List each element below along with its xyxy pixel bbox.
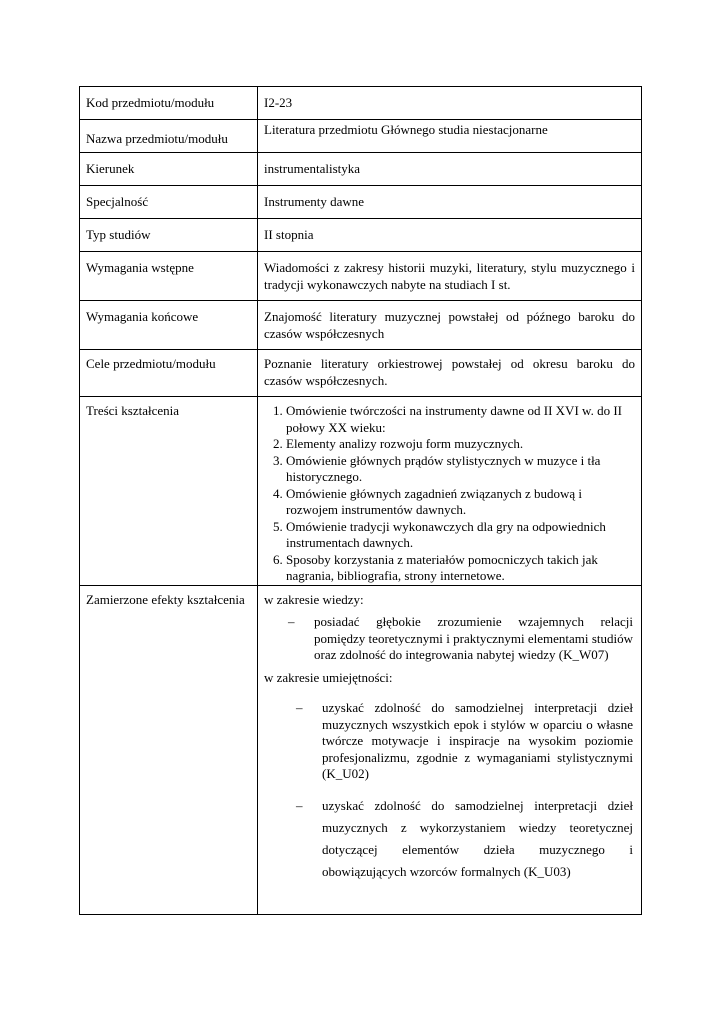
content-item: 1. Omówienie twórczości na instrumenty dawne od II XVI w. do II połowy XX wieku: — [286, 403, 635, 436]
final-requirements-value: Znajomość literatury muzycznej powstałej od późnego baroku do czasów współczesnych — [258, 301, 642, 350]
row-name — [80, 120, 642, 153]
row-outcomes — [80, 585, 642, 914]
goals-value: Poznanie literatury orkiestrowej powstałej od okresu baroku do czasów współczesnych. — [258, 350, 642, 397]
outcomes-value — [258, 585, 642, 914]
prerequisites-value: Wiadomości z zakresy historii muzyki, literatury, stylu muzycznego i tradycji wykonawczych nabyte na studiach I st. — [258, 252, 642, 301]
skills-item-text: uzyskać zdolność do samodzielnej interpretacji dzieł muzycznych z wykorzystaniem wiedzy teoretycznej dotyczącej elementów dzieła muzycznego i obowiązujących wzorców formalnych (K_U03) — [322, 797, 633, 879]
specialty-label: Specjalność — [80, 186, 258, 219]
skills-item — [264, 795, 635, 883]
knowledge-item — [264, 614, 635, 664]
content-label: Treści kształcenia — [80, 397, 258, 586]
skills-heading: w zakresie umiejętności: — [264, 669, 393, 685]
content-item: 5. Omówienie tradycji wykonawczych dla gry na odpowiednich instrumentach dawnych. — [286, 519, 635, 552]
row-study-type — [80, 219, 642, 252]
row-final-requirements — [80, 301, 642, 350]
study-type-label: Typ studiów — [80, 219, 258, 252]
direction-value: instrumentalistyka — [258, 153, 642, 186]
direction-label: Kierunek — [80, 153, 258, 186]
row-direction — [80, 153, 642, 186]
content-list — [264, 403, 635, 585]
name-value: Literatura przedmiotu Głównego studia niestacjonarne — [258, 120, 642, 153]
content-item: 3. Omówienie głównych prądów stylistycznych w muzyce i tła historycznego. — [286, 453, 635, 486]
final-requirements-label: Wymagania końcowe — [80, 301, 258, 350]
skills-item — [264, 700, 635, 783]
content-item: 6. Sposoby korzystania z materiałów pomocniczych takich jak nagrania, bibliografia, strony internetowe. — [286, 552, 635, 585]
specialty-value: Instrumenty dawne — [258, 186, 642, 219]
skills-list — [264, 700, 635, 883]
outcomes-label: Zamierzone efekty kształcenia — [80, 585, 258, 914]
content-item: 4. Omówienie głównych zagadnień związanych z budową i rozwojem instrumentów dawnych. — [286, 486, 635, 519]
row-specialty — [80, 186, 642, 219]
content-value — [258, 397, 642, 586]
skills-item-text: uzyskać zdolność do samodzielnej interpretacji dzieł muzycznych wszystkich epok i stylów w oparciu o własne twórcze motywacje i inspiracje na wysokim poziomie profesjonalizmu, zgodnie z wymaganiami stylistycznymi (K_U02) — [322, 700, 633, 781]
name-label: Nazwa przedmiotu/modułu — [80, 120, 258, 153]
code-value: I2-23 — [258, 87, 642, 120]
syllabus-table — [79, 86, 642, 915]
knowledge-heading: w zakresie wiedzy: — [264, 591, 364, 607]
row-content — [80, 397, 642, 586]
knowledge-list — [264, 614, 635, 664]
knowledge-item-text: posiadać głębokie zrozumienie wzajemnych relacji pomiędzy teoretycznymi i praktycznymi elementami studiów oraz zdolność do integrowania nabytej wiedzy (K_W07) — [314, 614, 633, 662]
row-goals — [80, 350, 642, 397]
dash-bullet: – — [288, 614, 295, 629]
row-code — [80, 87, 642, 120]
code-label: Kod przedmiotu/modułu — [80, 87, 258, 120]
dash-bullet: – — [296, 700, 303, 715]
row-prerequisites — [80, 252, 642, 301]
goals-label: Cele przedmiotu/modułu — [80, 350, 258, 397]
content-item: 2. Elementy analizy rozwoju form muzycznych. — [286, 436, 635, 453]
study-type-value: II stopnia — [258, 219, 642, 252]
dash-bullet: – — [296, 797, 303, 813]
prerequisites-label: Wymagania wstępne — [80, 252, 258, 301]
